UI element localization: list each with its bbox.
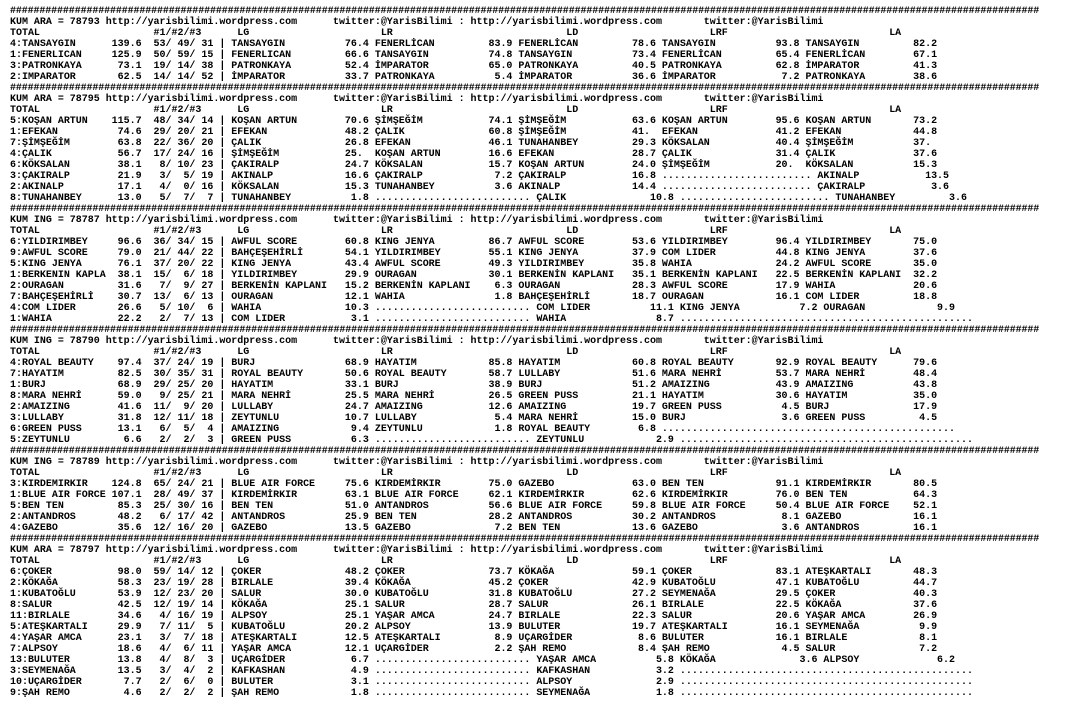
result-row: 4:GAZEBO 35.6 12/ 16/ 20 | GAZEBO 13.5 GAZEBO 7.2 BEN TEN 13.6 GAZEBO 3.6 ANTANDROS 16.1	[10, 523, 938, 534]
race-header-line: KUM ING = 78787 http://yarisbilimi.wordpress.com twitter:@YarisBilimi : http://yarisbilimi.wordpress.com twitter:@YarisBilimi	[10, 215, 824, 226]
separator-line: ###############################################################################################################################################################################	[10, 446, 1040, 457]
separator-line: ###############################################################################################################################################################################	[10, 534, 1040, 545]
result-row: 5:ATEŞKARTALI 29.9 7/ 11/ 5 | KUBATOĞLU 20.2 ALPSOY 13.9 BULUTER 19.7 ATEŞKARTALI 16.1 SEYMENAĞA 9.9	[10, 622, 938, 633]
result-row: 2:IMPARATOR 62.5 14/ 14/ 52 | İMPARATOR 33.7 PATRONKAYA 5.4 İMPARATOR 36.6 İMPARATOR 7.2 PATRONKAYA 38.6	[10, 72, 938, 83]
result-row: 4:TANSAYGIN 139.6 53/ 49/ 31 | TANSAYGIN 76.4 FENERLİCAN 83.9 FENERLİCAN 78.6 TANSAYGIN 93.8 TANSAYGIN 82.2	[10, 39, 938, 50]
result-row: 7:BAHÇEŞEHİRLİ 30.7 13/ 6/ 13 | OURAGAN 12.1 WAHIA 1.8 BAHÇEŞEHİRLİ 18.7 OURAGAN 16.1 COM LIDER 18.8	[10, 292, 938, 303]
result-row: 4:COM LIDER 26.6 5/ 10/ 6 | WAHIA 10.3 .......................... COM LIDER 11.1 KING JENYA 7.2 OURAGAN 9.9	[10, 303, 955, 314]
result-row: 4:ÇALIK 56.7 17/ 24/ 16 | ŞİMŞEĞİM 25. KOŞAN ARTUN 16.6 EFEKAN 28.7 ÇALIK 31.4 ÇALIK 37.6	[10, 149, 938, 160]
result-row: 7:HAYATIM 82.5 30/ 35/ 31 | ROYAL BEAUTY 50.6 ROYAL BEAUTY 58.7 LULLABY 51.6 MARA NEHRİ 53.7 MARA NEHRİ 48.4	[10, 369, 938, 380]
race-header-line: KUM ARA = 78795 http://yarisbilimi.wordpress.com twitter:@YarisBilimi : http://yarisbilimi.wordpress.com twitter:@YarisBilimi	[10, 94, 824, 105]
column-header-line: TOTAL #1/#2/#3 LG LR LD LRF LA	[10, 556, 902, 567]
result-row: 5:BEN TEN 85.3 25/ 30/ 16 | BEN TEN 51.0 ANTANDROS 56.6 BLUE AIR FORCE 59.8 BLUE AIR FORCE 50.4 BLUE AIR FORCE 52.1	[10, 501, 938, 512]
result-row: 1:BURJ 68.9 29/ 25/ 20 | HAYATIM 33.1 BURJ 38.9 BURJ 51.2 AMAIZING 43.9 AMAIZING 43.8	[10, 380, 938, 391]
column-header-line: TOTAL #1/#2/#3 LG LR LD LRF LA	[10, 347, 902, 358]
result-row: 6:KÖKSALAN 38.1 8/ 10/ 23 | ÇAKIRALP 24.7 KÖKSALAN 15.7 KOŞAN ARTUN 24.0 ŞİMŞEĞİM 20. KÖKSALAN 15.3	[10, 160, 938, 171]
race-header-line: KUM ARA = 78797 http://yarisbilimi.wordpress.com twitter:@YarisBilimi : http://yarisbilimi.wordpress.com twitter:@YarisBilimi	[10, 545, 824, 556]
race-header-line: KUM ARA = 78793 http://yarisbilimi.wordpress.com twitter:@YarisBilimi : http://yarisbilimi.wordpress.com twitter:@YarisBilimi	[10, 17, 824, 28]
result-row: 5:KING JENYA 76.1 37/ 20/ 22 | KING JENYA 43.4 AWFUL SCORE 49.3 YILDIRIMBEY 35.8 WAHIA 24.2 AWFUL SCORE 35.0	[10, 259, 938, 270]
result-row: 9:ŞAH REMO 4.6 2/ 2/ 2 | ŞAH REMO 1.8 .......................... SEYMENAĞA 1.8 .................................................	[10, 688, 973, 699]
result-row: 7:ŞİMŞEĞİM 63.8 22/ 36/ 20 | ÇALIK 26.8 EFEKAN 46.1 TUNAHANBEY 29.3 KÖKSALAN 40.4 ŞİMŞEĞİM 37.	[10, 138, 932, 149]
result-row: 6:ÇOKER 98.0 59/ 14/ 12 | ÇOKER 48.2 ÇOKER 73.7 KÖKAĞA 59.1 ÇOKER 83.1 ATEŞKARTALI 48.3	[10, 567, 938, 578]
result-row: 2:KÖKAĞA 58.3 23/ 19/ 28 | BIRLALE 39.4 KÖKAĞA 45.2 ÇOKER 42.9 KUBATOĞLU 47.1 KUBATOĞLU 44.7	[10, 578, 938, 589]
result-row: 3:SEYMENAĞA 13.5 3/ 4/ 2 | KAFKASHAN 4.9 .......................... KAFKASHAN 3.2 .................................................	[10, 666, 973, 677]
result-row: 2:AMAIZING 41.6 11/ 9/ 20 | LULLABY 24.7 AMAIZING 12.6 AMAIZING 19.7 GREEN PUSS 4.5 BURJ 17.9	[10, 402, 938, 413]
result-row: 9:AWFUL SCORE 79.0 21/ 44/ 22 | BAHÇEŞEHİRLİ 54.1 YILDIRIMBEY 55.1 KING JENYA 37.9 COM LIDER 44.8 KING JENYA 37.6	[10, 248, 938, 259]
result-row: 3:LULLABY 31.8 12/ 11/ 18 | ZEYTUNLU 10.7 LULLABY 5.4 MARA NEHRİ 15.0 BURJ 3.6 GREEN PUSS 4.5	[10, 413, 938, 424]
race-header-line: KUM ING = 78790 http://yarisbilimi.wordpress.com twitter:@YarisBilimi : http://yarisbilimi.wordpress.com twitter:@YarisBilimi	[10, 336, 824, 347]
column-header-line: TOTAL #1/#2/#3 LG LR LD LRF LA	[10, 105, 902, 116]
result-row: 1:BLUE AIR FORCE 107.1 28/ 49/ 37 | KIRDEMİRKIR 63.1 BLUE AIR FORCE 62.1 KIRDEMİRKIR 62.6 KIRDEMİRKIR 76.0 BEN TEN 64.3	[10, 490, 938, 501]
result-row: 7:ALPSOY 18.6 4/ 6/ 11 | YAŞAR AMCA 12.1 UÇARGİDER 2.2 ŞAH REMO 8.4 ŞAH REMO 4.5 SALUR 7.2	[10, 644, 938, 655]
race-header-line: KUM ING = 78789 http://yarisbilimi.wordpress.com twitter:@YarisBilimi : http://yarisbilimi.wordpress.com twitter:@YarisBilimi	[10, 457, 824, 468]
column-header-line: TOTAL #1/#2/#3 LG LR LD LRF LA	[10, 226, 902, 237]
result-row: 3:ÇAKIRALP 21.9 3/ 5/ 19 | AKINALP 16.6 ÇAKIRALP 7.2 ÇAKIRALP 16.8 ......................... AKINALP 13.5	[10, 171, 950, 182]
column-header-line: TOTAL #1/#2/#3 LG LR LD LRF LA	[10, 468, 902, 479]
result-row: 4:ROYAL BEAUTY 97.4 37/ 24/ 19 | BURJ 68.9 HAYATIM 85.8 HAYATIM 60.8 ROYAL BEAUTY 92.9 ROYAL BEAUTY 79.6	[10, 358, 938, 369]
separator-line: ###############################################################################################################################################################################	[10, 83, 1040, 94]
result-row: 2:AKINALP 17.1 4/ 0/ 16 | KÖKSALAN 15.3 TUNAHANBEY 3.6 AKINALP 14.4 ......................... ÇAKIRALP 3.6	[10, 182, 950, 193]
result-row: 13:BULUTER 13.8 4/ 8/ 3 | UÇARGİDER 6.7 .......................... YAŞAR AMCA 5.8 KÖKAĞA 3.6 ALPSOY 6.2	[10, 655, 955, 666]
result-row: 10:UÇARGİDER 7.7 2/ 6/ 0 | BULUTER 3.1 .......................... ALPSOY 2.9 .................................................	[10, 677, 973, 688]
result-row: 6:GREEN PUSS 13.1 6/ 5/ 4 | AMAIZING 9.4 ZEYTUNLU 1.8 ROYAL BEAUTY 6.8 .................................................	[10, 424, 955, 435]
result-row: 5:ZEYTUNLU 6.6 2/ 2/ 3 | GREEN PUSS 6.3 .......................... ZEYTUNLU 2.9 .................................................	[10, 435, 973, 446]
result-row: 1:WAHIA 22.2 2/ 7/ 13 | COM LIDER 3.1 .......................... WAHIA 8.7 .................................................	[10, 314, 973, 325]
result-row: 1:FENERLICAN 125.9 50/ 59/ 15 | FENERLICAN 66.6 TANSAYGIN 74.8 TANSAYGIN 73.4 FENERLİCAN 65.4 FENERLİCAN 67.1	[10, 50, 938, 61]
result-row: 4:YAŞAR AMCA 23.1 3/ 7/ 18 | ATEŞKARTALI 12.5 ATEŞKARTALI 8.9 UÇARGİDER 8.6 BULUTER 16.1 BIRLALE 8.1	[10, 633, 938, 644]
result-row: 6:YILDIRIMBEY 96.6 36/ 34/ 15 | AWFUL SCORE 60.8 KING JENYA 86.7 AWFUL SCORE 53.6 YILDIRIMBEY 96.4 YILDIRIMBEY 75.0	[10, 237, 938, 248]
result-row: 1:EFEKAN 74.6 29/ 20/ 21 | EFEKAN 48.2 ÇALIK 60.8 ŞİMŞEĞİM 41. EFEKAN 41.2 EFEKAN 44.8	[10, 127, 938, 138]
column-header-line: TOTAL #1/#2/#3 LG LR LD LRF LA	[10, 28, 902, 39]
separator-line: ###############################################################################################################################################################################	[10, 6, 1040, 17]
separator-line: ###############################################################################################################################################################################	[10, 204, 1040, 215]
result-row: 5:KOŞAN ARTUN 115.7 48/ 34/ 14 | KOŞAN ARTUN 70.6 ŞİMŞEĞİM 74.1 ŞİMŞEĞİM 63.6 KOŞAN ARTUN 95.6 KOŞAN ARTUN 73.2	[10, 116, 938, 127]
result-row: 8:MARA NEHRİ 59.0 9/ 25/ 21 | MARA NEHRİ 25.5 MARA NEHRİ 26.5 GREEN PUSS 21.1 HAYATIM 30.6 HAYATIM 35.0	[10, 391, 938, 402]
separator-line: ###############################################################################################################################################################################	[10, 325, 1040, 336]
result-row: 2:OURAGAN 31.6 7/ 9/ 27 | BERKENİN KAPLANI 15.2 BERKENİN KAPLANI 6.3 OURAGAN 28.3 AWFUL SCORE 17.9 WAHIA 20.6	[10, 281, 938, 292]
result-row: 11:BIRLALE 34.6 4/ 16/ 19 | ALPSOY 25.1 YAŞAR AMCA 24.7 BIRLALE 22.3 SALUR 20.6 YAŞAR AMCA 26.9	[10, 611, 938, 622]
race-report-sheet	[10, 6, 1072, 711]
result-row: 8:TUNAHANBEY 13.0 5/ 7/ 7 | TUNAHANBEY 1.8 .......................... ÇALIK 10.8 ......................... TUNAHANBEY 3.6	[10, 193, 967, 204]
result-row: 1:KUBATOĞLU 53.9 12/ 23/ 20 | SALUR 30.0 KUBATOĞLU 31.8 KUBATOĞLU 27.2 SEYMENAĞA 29.5 ÇOKER 40.3	[10, 589, 938, 600]
result-row: 3:KIRDEMIRKIR 124.8 65/ 24/ 21 | BLUE AIR FORCE 75.6 KIRDEMİRKIR 75.0 GAZEBO 63.0 BEN TEN 91.1 KIRDEMİRKIR 80.5	[10, 479, 938, 490]
result-row: 8:SALUR 42.5 12/ 19/ 14 | KÖKAĞA 25.1 SALUR 28.7 SALUR 26.1 BIRLALE 22.5 KÖKAĞA 37.6	[10, 600, 938, 611]
result-row: 2:ANTANDROS 48.2 6/ 17/ 42 | ANTANDROS 25.9 BEN TEN 28.2 ANTANDROS 30.2 ANTANDROS 8.1 GAZEBO 16.1	[10, 512, 938, 523]
result-row: 3:PATRONKAYA 73.1 19/ 14/ 38 | PATRONKAYA 52.4 İMPARATOR 65.0 PATRONKAYA 40.5 PATRONKAYA 62.8 İMPARATOR 41.3	[10, 61, 938, 72]
result-row: 1:BERKENIN KAPLA 38.1 15/ 6/ 18 | YILDIRIMBEY 29.9 OURAGAN 30.1 BERKENİN KAPLANI 35.1 BERKENİN KAPLANI 22.5 BERKENİN KAPLANI 32.2	[10, 270, 938, 281]
